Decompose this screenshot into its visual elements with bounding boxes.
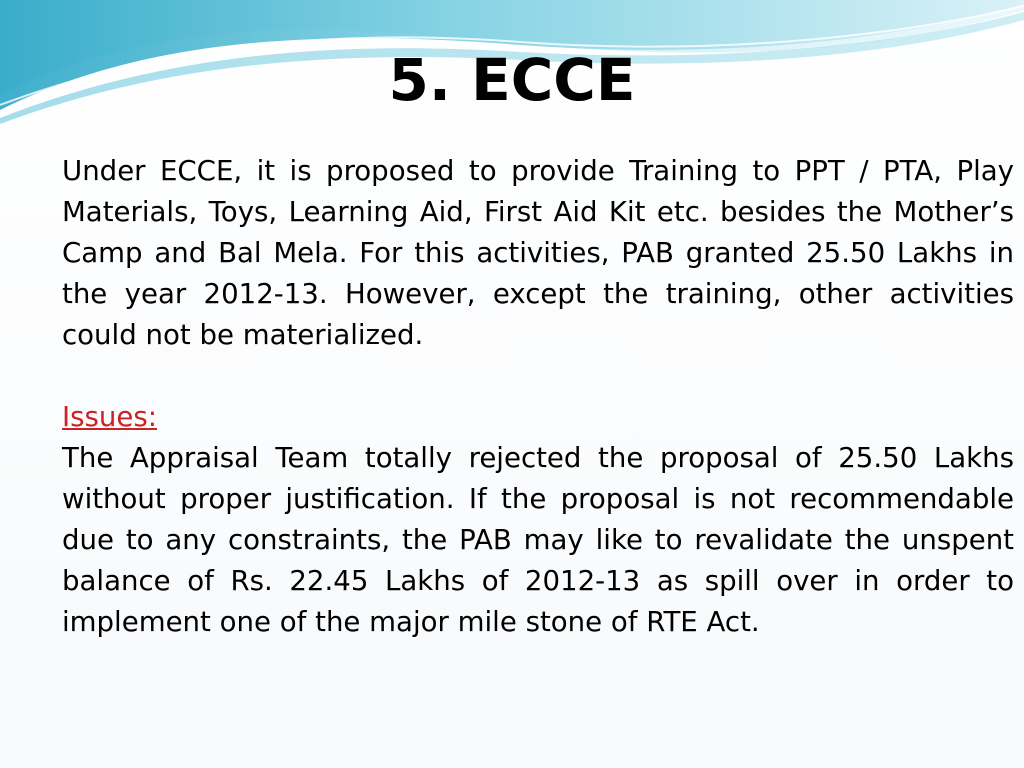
ecce-proposal-paragraph: Under ECCE, it is proposed to provide Training to PPT / PTA, Play Materials, Toys, Learning Aid, First Aid Kit etc. besides the Mother’s Camp and Bal Mela. For this activities, PAB granted 25.50 Lakhs in the year 2012-13. However, except the training, other activities could not be materialized. xyxy=(62,154,1014,351)
slide-body xyxy=(62,150,1014,642)
paragraph-spacer xyxy=(62,355,1014,396)
issues-paragraph: The Appraisal Team totally rejected the proposal of 25.50 Lakhs without proper justification. If the proposal is not recommendable due to any constraints, the PAB may like to revalidate the unspent balance of Rs. 22.45 Lakhs of 2012-13 as spill over in order to implement one of the major mile stone of RTE Act. xyxy=(62,441,1014,638)
issues-heading: Issues: xyxy=(62,400,158,433)
slide-title: 5. ECCE xyxy=(388,46,636,114)
